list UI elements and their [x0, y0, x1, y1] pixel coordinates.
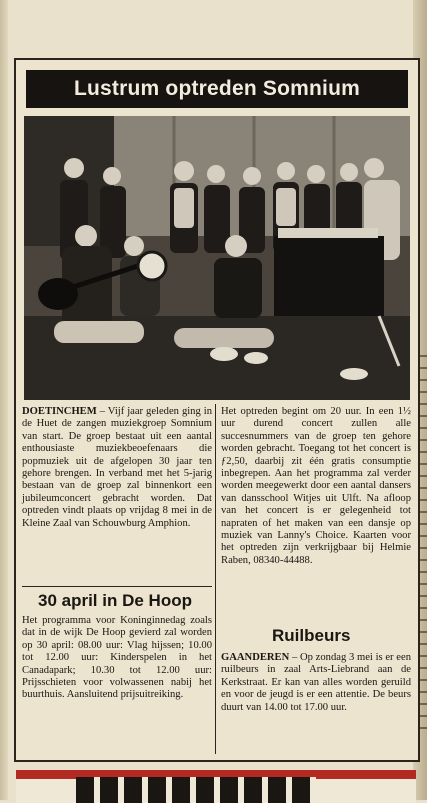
section-divider [22, 586, 212, 587]
group-photo [24, 116, 410, 400]
ruilbeurs-article-title: Ruilbeurs [272, 626, 351, 645]
ad-lettering-fragment [76, 777, 316, 803]
headline: Lustrum optreden Somnium [74, 77, 360, 100]
ruilbeurs-article-body: – Op zondag 3 mei is er een ruilbeurs in zaal Arts-Liebrand aan de Kerkstraat. Er kan van alles worden geruild en voor de jeugd is er een attentie. De beurs duurt van 14.00 tot 17.00 uur. [221, 652, 411, 713]
main-article-right-column [221, 406, 411, 567]
group-photo-image [24, 116, 410, 400]
paper-edge-left [0, 0, 8, 800]
main-article-left-text: – Vijf jaar geleden ging in de Huet de zangen muziekgroep Somnium van start. De groep bestaat uit een aantal enthousiaste muziekbeoefenaars die popmuziek uit de afgelopen 30 jaar ten gehore brengen. In verband met het 5-jarig bestaan van de groep zal binnenkort een jubileumconcert gebracht worden. Dat optreden vindt plaats op vrijdag 8 mei in de Kleine Zaal van Schouwburg Amphion. [22, 406, 212, 529]
headline-banner [26, 70, 408, 108]
main-article-place: DOETINCHEM [22, 406, 97, 417]
ruilbeurs-article-place: GAANDEREN [221, 652, 290, 663]
hoop-article-title: 30 april in De Hoop [38, 591, 192, 610]
hoop-article-body: Het programma voor Koninginnedag zoals dat in de wijk De Hoop gevierd zal worden op 30 april: 08.00 uur: Vlag hijssen; 10.00 tot 12.00 uur: Kinderspelen in het Canadapark; 10.30 tot 12.00 uur: Prijsschieten voor volwassenen nabij het buurthuis. Aansluitend prijsuitreiking. [22, 615, 212, 701]
main-article-left-column [22, 406, 212, 530]
ruilbeurs-article-body-block [221, 652, 411, 714]
column-divider [215, 404, 216, 754]
advertisement-fragment [16, 770, 416, 803]
main-article-right-text: Het optreden begint om 20 uur. In een 1½ uur durend concert zullen alle succesnummers van de groep ten gehore worden gebracht. Toegang tot het concert is ƒ2,50, daarbij zit één gratis consumptie inbegrepen. Aan het programma zal verder worden meegewerkt door een aantal dansers van dansschool Witjes uit Ulft. Na afloop van het concert is er gelegenheid tot napraten of het maken van een dansje op muziek van Lanny's Choice. Kaarten voor het optreden zijn verkrijgbaar bij Helmie Raben, 08340-44488. [221, 406, 411, 566]
newspaper-clipping [14, 58, 420, 762]
